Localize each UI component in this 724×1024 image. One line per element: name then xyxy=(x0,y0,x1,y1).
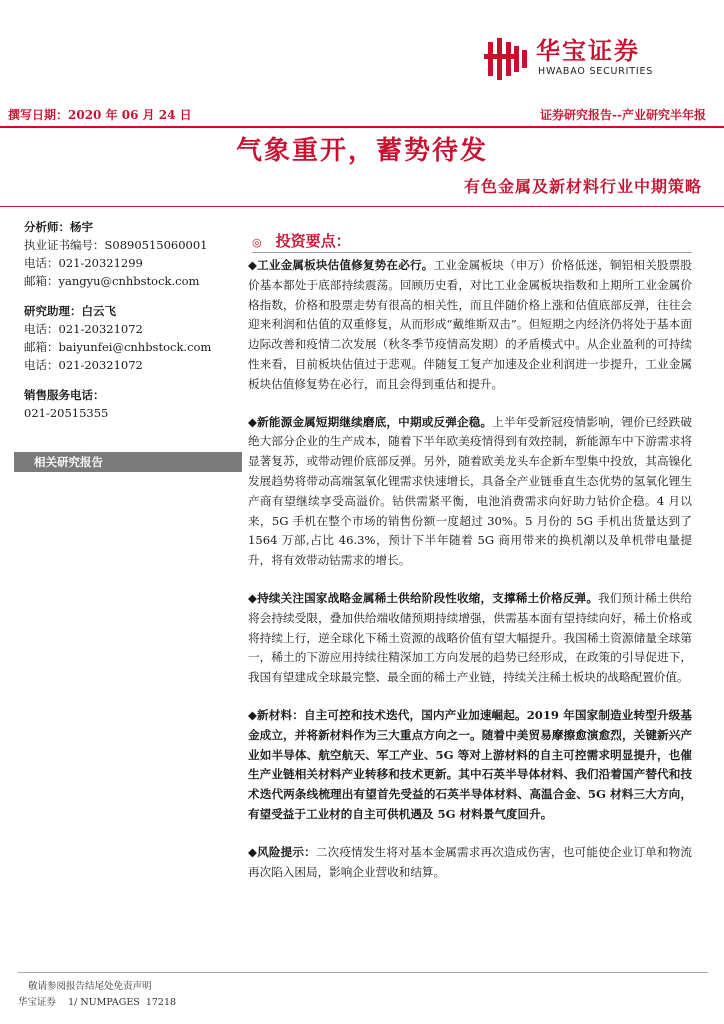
report-subtitle: 有色金属及新材料行业中期策略 xyxy=(463,177,702,196)
assistant-email[interactable]: 邮箱：baiyunfei@cnhbstock.com xyxy=(24,340,212,354)
key-point-paragraph xyxy=(248,589,692,688)
key-point-paragraph xyxy=(248,843,692,883)
sales-phone: 021-20515355 xyxy=(24,406,109,420)
company-logo xyxy=(484,36,712,82)
header-divider xyxy=(0,126,724,128)
key-point-lead: ◆新材料： xyxy=(248,707,304,722)
footer-disclaimer: 敬请参阅报告结尾处免责声明 xyxy=(28,981,152,992)
assistant-name: 研究助理：白云飞 xyxy=(24,304,116,318)
analyst-name: 分析师：杨宇 xyxy=(24,220,93,234)
related-reports-header: 相关研究报告 xyxy=(14,452,242,472)
key-point-text: 二次疫情发生将对基本金属需求再次造成伤害，也可能使企业订单和物流再次陷入困局，影响企业营收和结算。 xyxy=(248,844,692,879)
key-points-heading: ◎ 投资要点： xyxy=(252,232,351,250)
key-point-text: 上半年受新冠疫情影响，锂价已经跌破绝大部分企业的生产成本，随着下半年欧美疫情得到有效控制，新能源车中下游需求将显著复苏，或带动锂价底部反弹。另外，随着欧美龙头车企新车型集中投放，其高镍化发展趋势将带动高端氢氧化锂需求快速增长，具备全产业链垂直生态优势的氢氧化锂生产商有望继续享受高溢价。钴供需紧平衡，电池消费需求向好助力钴价企稳。4 月以来，5G 手机在整个市场的销售份额一度超过 30%。5 月份的 5G 手机出货量达到了 1564 万部,占比 46.3%，预计下半年随着 5G 商用带来的换机潮以及单机带电量提升，将有效带动钴需求的增长。 xyxy=(248,414,692,568)
key-point-lead: ◆持续关注国家战略金属稀土供给阶段性收缩，支撑稀土价格反弹。 xyxy=(248,590,599,605)
key-point-text: 工业金属板块（申万）价格低迷，铜铝相关股票股价基本都处于底部持续震荡。回顾历史看，对比工业金属板块指数和上期所工业金属价格指数，价格和股票走势有很高的相关性，而且伴随价格上涨和估值底部反弹，往往会迎来利润和估值的双重修复，从而形成“戴维斯双击”。但短期之内经济仍将处于基本面边际改善和疫情二次发展（秋冬季节疫情高发期）的矛盾模式中。从企业盈利的可持续性来看，目前板块估值过于悲观。伴随复工复产加速及企业利润进一步提升，工业金属板块估值修复势在必行，而且会得到重估和提升。 xyxy=(248,258,692,391)
hwabao-logo-mark-icon xyxy=(484,36,530,82)
report-date: 撰写日期：2020 年 06 月 24 日 xyxy=(8,108,192,122)
logo-name-cn: 华宝证券 xyxy=(536,37,640,65)
key-point-paragraph xyxy=(248,256,692,395)
key-point-paragraph xyxy=(248,706,692,825)
key-point-text: 自主可控和技术迭代，国内产业加速崛起。2019 年国家制造业转型升级基金成立，并将新材料作为三大重点方向之一。随着中美贸易摩擦愈演愈烈，关键新兴产业如半导体、航空航天、军工产业、5G 等对上游材料的自主可控需求明显提升，也催生产业链相关材料产业转移和技术更新。其中石英半导体材料、我们沿着国产替代和技术迭代两条线梳理出有望首先受益的石英半导体材料、高温合金、5G 材料三大方向，有望受益于工业材的自主可供机遇及 5G 材料景气度回升。 xyxy=(248,707,692,821)
analyst-cert: 执业证书编号：S0890515060001 xyxy=(24,238,208,252)
target-bullet-icon: ◎ xyxy=(252,235,262,249)
key-point-text: 我们预计稀土供给将会持续受限，叠加供给端收储预期持续增强，供需基本面有望持续向好，稀土价格或将持续上行，逆全球化下稀土资源的战略价值有望大幅提升。我国稀土资源储量全球第一，稀土的下游应用持续往精深加工方向发展的趋势已经形成，在政策的引导促进下，我国有望建成全球最完整、最全面的稀土产业链，持续关注稀土板块的战略配置价值。 xyxy=(248,590,692,685)
footer-page: 华宝证券 1/ NUMPAGES 17218 xyxy=(18,997,177,1008)
key-point-paragraph xyxy=(248,413,692,571)
assistant-phone-2: 电话：021-20321072 xyxy=(24,358,143,372)
analyst-phone: 电话：021-20321299 xyxy=(24,256,143,270)
title-divider xyxy=(0,206,724,207)
report-type: 证券研究报告--产业研究半年报 xyxy=(540,108,706,122)
report-title: 气象重开，蓄势待发 xyxy=(235,136,488,166)
assistant-phone: 电话：021-20321072 xyxy=(24,322,143,336)
key-point-lead: ◆工业金属板块估值修复势在必行。 xyxy=(248,258,434,272)
sales-label: 销售服务电话： xyxy=(24,388,105,402)
logo-name-en: HWABAO SECURITIES xyxy=(538,66,654,77)
analyst-email[interactable]: 邮箱：yangyu@cnhbstock.com xyxy=(24,274,200,288)
sidebar-contacts xyxy=(24,218,232,422)
key-point-lead: ◆风险提示： xyxy=(248,844,316,859)
footer-divider xyxy=(18,972,708,973)
key-point-lead: ◆新能源金属短期继续磨底，中期或反弹企稳。 xyxy=(248,414,493,429)
key-points-body xyxy=(248,256,692,900)
key-points-divider xyxy=(252,252,692,253)
